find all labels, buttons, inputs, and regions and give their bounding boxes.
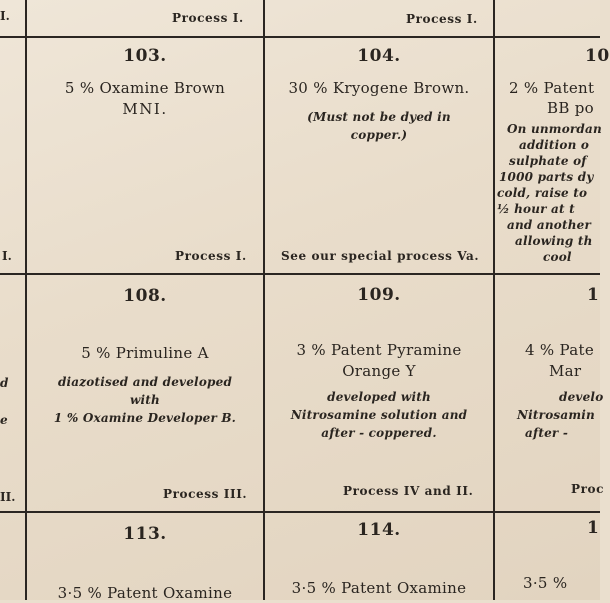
dye-note: diazotised and developed [57, 375, 233, 389]
sample-number: 1 [587, 518, 600, 538]
sample-number: 103. [123, 46, 167, 66]
sample-number: 1 [587, 285, 600, 305]
sample-number: 10 [585, 46, 610, 66]
sample-cell-108 [27, 275, 263, 511]
left-edge-fragment: I. [2, 249, 12, 263]
dye-name: Mar [549, 362, 582, 380]
dye-note: after - coppered. [321, 426, 437, 440]
process-label: Process I. [175, 249, 247, 263]
dye-note: after - [525, 426, 568, 440]
sample-number: 104. [357, 46, 401, 66]
dye-name: 3 % Patent Pyramine [296, 341, 462, 359]
dye-note: and another [507, 218, 591, 232]
sample-cell-104 [265, 38, 493, 273]
process-label: Proc [571, 482, 605, 496]
sample-number: 109. [357, 285, 401, 305]
sample-cell-103 [27, 38, 263, 273]
process-label: Process I. [406, 12, 478, 26]
dye-name: 3·5 % Patent Oxamine [57, 584, 233, 602]
dye-name: Orange Y [342, 362, 416, 380]
sample-number: 108. [123, 286, 167, 306]
dye-note: addition o [519, 138, 590, 152]
dye-note: cold, raise to [497, 186, 588, 200]
sample-cell-partial [495, 513, 600, 600]
dye-note: sulphate of [509, 154, 587, 168]
dye-name: MNI. [122, 100, 168, 118]
dye-note: copper.) [350, 128, 408, 142]
sample-cell-109 [265, 275, 493, 511]
dye-name: BB po [547, 99, 594, 117]
dye-note: Nitrosamin [517, 408, 595, 422]
left-edge-fragment: e [0, 413, 8, 427]
process-label: Process I. [172, 11, 244, 25]
dye-name: 3·5 % Patent Oxamine [291, 579, 467, 597]
sample-cell-113 [27, 513, 263, 600]
dye-name: 5 % Primuline A [81, 344, 209, 362]
dye-name: 30 % Kryogene Brown. [288, 79, 470, 97]
dye-note: 1000 parts dy [499, 170, 594, 184]
process-label: Process IV and II. [343, 484, 474, 498]
dye-note: develo [559, 390, 604, 404]
dye-name: 4 % Pate [525, 341, 594, 359]
sample-cell-114 [265, 513, 493, 600]
process-label: Process III. [163, 487, 248, 501]
dye-note: cool [543, 250, 572, 264]
left-edge-fragment: II. [0, 490, 16, 504]
dye-name: 5 % Oxamine Brown [64, 79, 226, 97]
dye-note: developed with [327, 390, 431, 404]
dye-note: Nitrosamine solution and [290, 408, 468, 422]
sample-number: 113. [123, 524, 167, 544]
dye-note: ½ hour at t [497, 202, 575, 216]
dye-note: allowing th [515, 234, 593, 248]
left-edge-fragment: d [0, 376, 9, 390]
dye-note: 1 % Oxamine Developer B. [53, 411, 237, 425]
sample-number: 114. [357, 520, 401, 540]
sample-cell-partial [495, 38, 610, 273]
dye-name: 3·5 % [523, 574, 568, 592]
dye-note: with [130, 393, 160, 407]
process-label: See our special process Va. [281, 249, 480, 263]
sample-cell-partial [495, 275, 605, 511]
dye-name: 2 % Patent [509, 79, 595, 97]
dye-note: (Must not be dyed in [307, 110, 451, 124]
dye-note: On unmordan [507, 122, 602, 136]
left-edge-fragment: I. [0, 9, 10, 23]
